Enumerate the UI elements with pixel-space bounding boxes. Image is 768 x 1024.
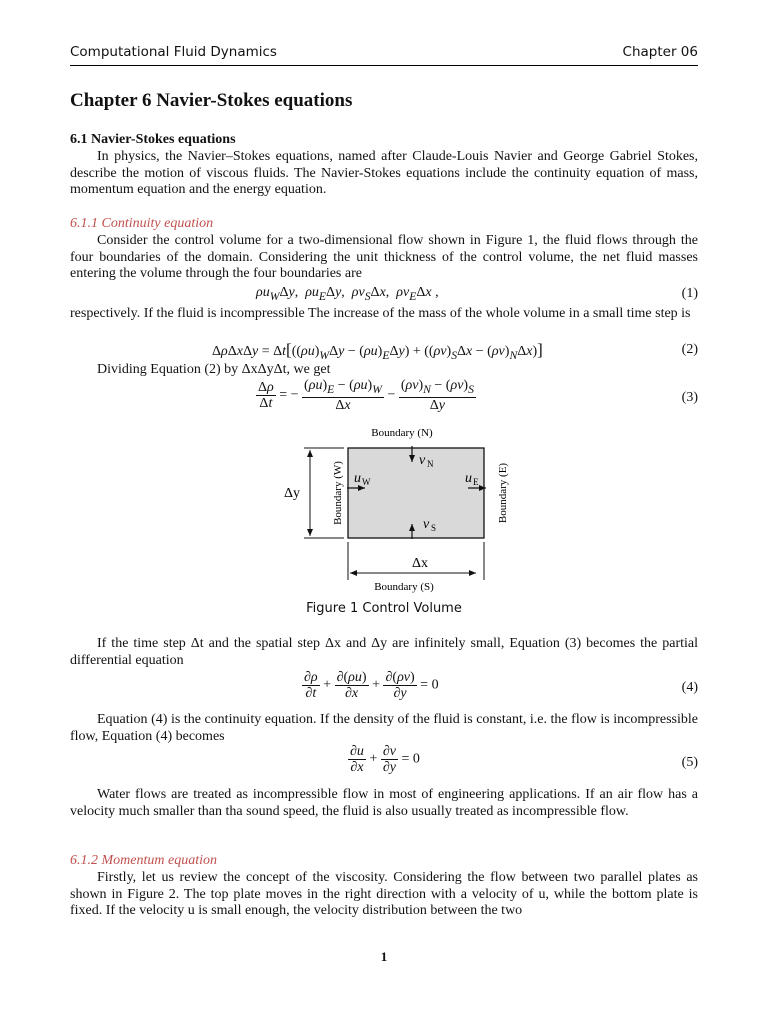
u-east-label: u <box>465 471 472 486</box>
equation-1-number: (1) <box>681 286 698 301</box>
section-heading-6-1: 6.1 Navier-Stokes equations <box>70 132 236 147</box>
equation-4-number: (4) <box>681 680 698 695</box>
equation-3: $\frac{\Delta\rho}{\Delta t}$ = − $\frac{(\rho u)_E - (\rho u)_W}{\Delta x}$ − $\frac{(\rho v)_N - (\rho v)_S}{\Delta y}$ <box>258 378 474 413</box>
delta-y-label: Δy <box>284 486 301 501</box>
continuity-paragraph-1: Consider the control volume for a two-dimensional flow shown in Figure 1, the fluid flows through the four boundaries of the domain. Considering the unit thickness of the control volume, the net fluid masses entering the volume through the four boundaries are <box>70 233 698 281</box>
boundary-e-label: Boundary (E) <box>497 462 509 524</box>
section-6-1-paragraph: In physics, the Navier–Stokes equations, named after Claude-Louis Navier and George Gabriel Stokes, describe the motion of viscous fluids. The Navier-Stokes equations include the continuity equation of mass, momentum equation and the energy equation. <box>70 149 698 197</box>
v-south-subscript: S <box>431 523 437 533</box>
delta-x-label: Δx <box>412 556 429 571</box>
running-header-chapter: Chapter 06 <box>622 44 698 60</box>
control-volume-figure <box>270 420 520 598</box>
equation-2: $\Delta\rho\Delta x\Delta y = \Delta t[((\rho u)_W\Delta y - (\rho u)_E\Delta y) + ((\rho v)_S\Delta x - (\rho v)_N\Delta x)]$ <box>212 340 543 362</box>
page-number: 1 <box>380 949 388 964</box>
equation-5: $\frac{\partial u}{\partial x}$ + $\frac{\partial v}{\partial y}$ = 0 <box>350 744 420 775</box>
v-south-label: v <box>423 517 430 532</box>
figure-1-caption: Figure 1 Control Volume <box>306 601 462 616</box>
section-heading-6-1-1: 6.1.1 Continuity equation <box>70 216 214 231</box>
boundary-s-label: Boundary (S) <box>374 581 434 593</box>
equation-2-number: (2) <box>681 342 698 357</box>
section-heading-6-1-2: 6.1.2 Momentum equation <box>70 853 217 868</box>
momentum-paragraph: Firstly, let us review the concept of the viscosity. Considering the flow between two parallel plates as shown in Figure 2. The top plate moves in the right direction with a velocity of u, while the bottom plate is fixed. If the velocity u is small enough, the velocity distribution between the two <box>70 870 698 918</box>
control-volume-box <box>348 448 484 538</box>
boundary-n-label: Boundary (N) <box>371 427 433 439</box>
equation-1: $\rho u_W\Delta y$, $\rho u_E\Delta y$, $\rho v_S\Delta x$, $\rho v_E\Delta x$ , <box>256 285 439 303</box>
continuity-paragraph-3: Dividing Equation (2) by ΔxΔyΔt, we get <box>97 362 331 377</box>
u-west-subscript: W <box>362 477 371 487</box>
continuity-paragraph-4: If the time step Δt and the spatial step Δx and Δy are infinitely small, Equation (3) becomes the partial differential equation <box>70 636 698 668</box>
v-north-label: v <box>419 453 426 468</box>
continuity-paragraph-2: respectively. If the fluid is incompressible The increase of the mass of the whole volume in a small time step is <box>70 306 691 321</box>
equation-4: $\frac{\partial\rho}{\partial t}$ + $\frac{\partial(\rho u)}{\partial x}$ + $\frac{\partial(\rho v)}{\partial y}$ = 0 <box>304 670 439 701</box>
chapter-title: Chapter 6 Navier-Stokes equations <box>70 90 353 111</box>
u-west-label: u <box>354 471 361 486</box>
continuity-paragraph-6: Water flows are treated as incompressible flow in most of engineering applications. If an air flow has a velocity much smaller than tha sound speed, the fluid is also usually treated as incompressible flow. <box>70 787 698 819</box>
equation-3-number: (3) <box>681 390 698 405</box>
v-north-subscript: N <box>427 459 434 469</box>
u-east-subscript: E <box>473 477 479 487</box>
equation-5-number: (5) <box>681 755 698 770</box>
header-rule <box>70 65 698 66</box>
boundary-w-label: Boundary (W) <box>332 461 344 525</box>
continuity-paragraph-5: Equation (4) is the continuity equation. If the density of the fluid is constant, i.e. the flow is incompressible flow, Equation (4) becomes <box>70 712 698 744</box>
running-header-title: Computational Fluid Dynamics <box>70 44 277 60</box>
